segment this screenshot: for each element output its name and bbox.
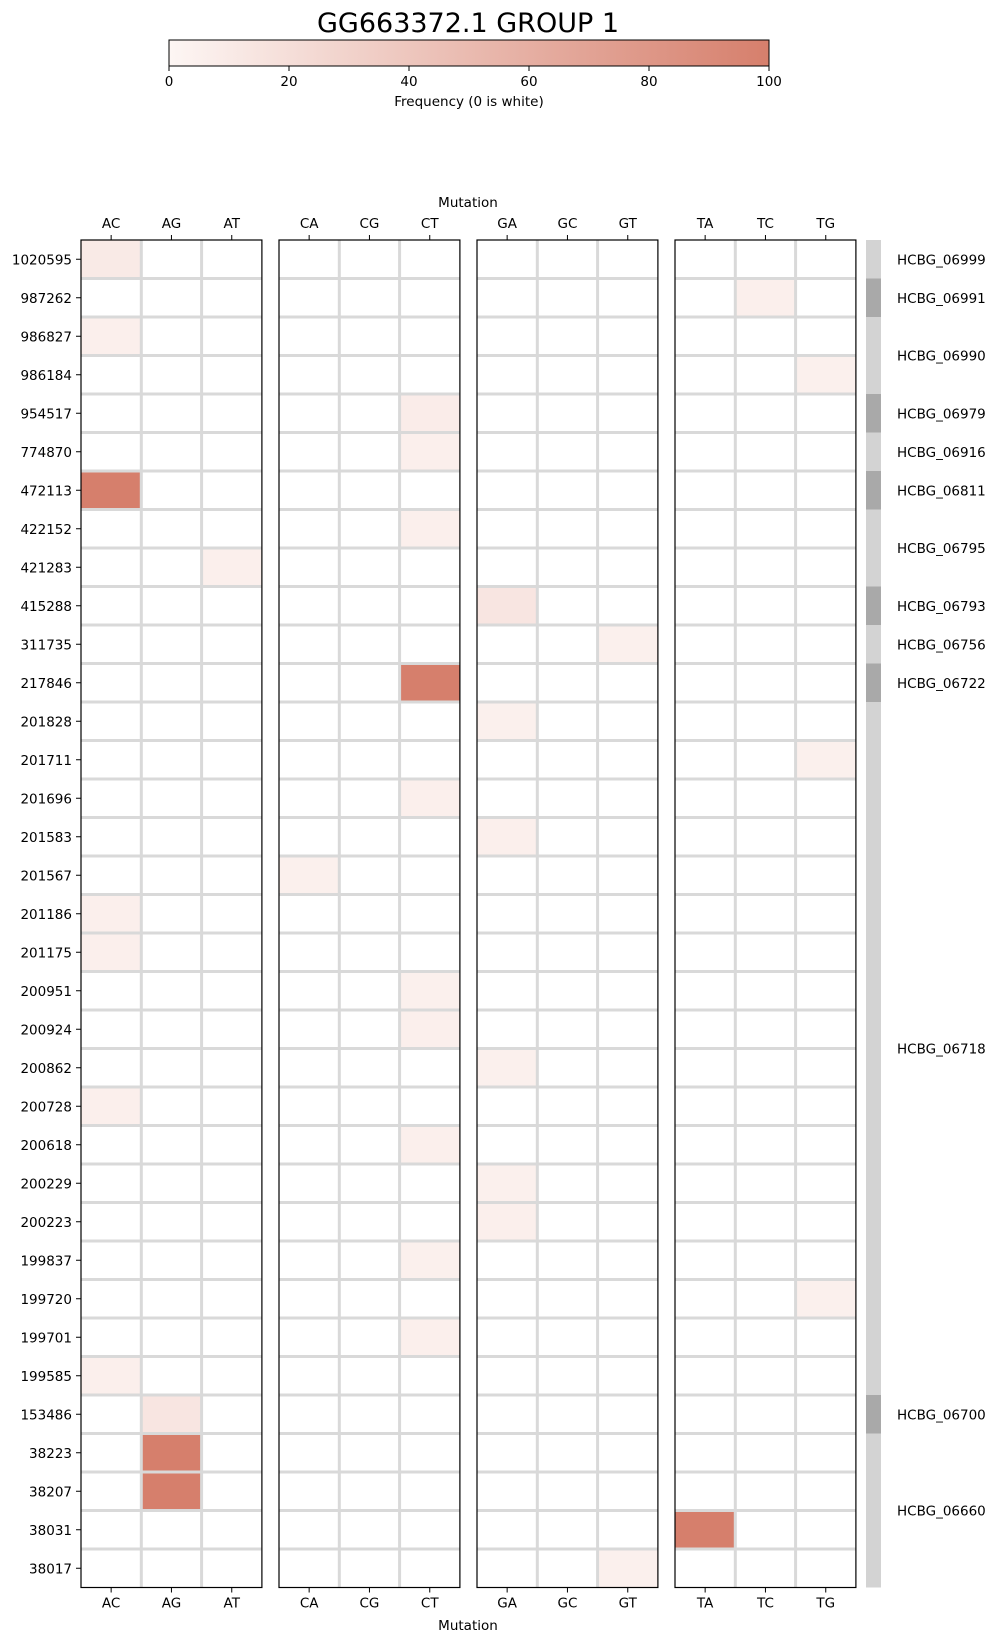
gene-band-segment: [866, 510, 881, 587]
x-tick-label-top: AG: [161, 216, 182, 232]
y-tick-label: 774870: [20, 444, 72, 461]
gene-band-segment: [866, 240, 881, 279]
gene-label: HCBG_06990: [897, 348, 986, 365]
gene-band-segment: [866, 1434, 881, 1588]
heatmap-cell: [81, 1087, 141, 1126]
heatmap-cell: [141, 1472, 201, 1511]
y-tick-label: 422152: [20, 521, 72, 538]
y-tick-label: 199720: [20, 1291, 72, 1308]
x-tick-label-top: GC: [557, 216, 578, 232]
colorbar-tick-label: 0: [164, 74, 174, 90]
panel-a: [81, 216, 262, 1612]
row-labels: [12, 252, 81, 1577]
heatmap-cell: [81, 317, 141, 356]
y-tick-label: 38031: [29, 1522, 72, 1539]
x-tick-label-bottom: AT: [223, 1595, 240, 1612]
gene-label: HCBG_06916: [897, 444, 986, 461]
x-tick-label-top: CA: [299, 216, 319, 232]
y-tick-label: 201186: [20, 906, 72, 923]
y-tick-label: 415288: [20, 598, 72, 615]
panel-background: [675, 240, 856, 1588]
gene-label: HCBG_06979: [897, 406, 986, 423]
y-tick-label: 199701: [20, 1330, 72, 1347]
y-tick-label: 954517: [20, 406, 72, 423]
y-tick-label: 200924: [20, 1022, 72, 1039]
heatmap-cell: [141, 1395, 201, 1434]
heatmap-cell: [735, 279, 795, 318]
y-tick-label: 311735: [20, 637, 72, 654]
heatmap-cell: [400, 510, 460, 549]
x-tick-label-top: TA: [696, 216, 714, 232]
colorbar-label: Frequency (0 is white): [394, 94, 544, 110]
x-tick-label-top: GT: [618, 216, 637, 232]
x-tick-label-bottom: CG: [359, 1595, 380, 1612]
gene-band: [866, 240, 986, 1588]
y-tick-label: 153486: [20, 1407, 72, 1424]
y-tick-label: 217846: [20, 675, 72, 692]
gene-label: HCBG_06718: [897, 1041, 986, 1058]
gene-band-segment: [866, 471, 881, 510]
gene-band-segment: [866, 587, 881, 626]
y-tick-label: 38223: [29, 1445, 72, 1462]
gene-label: HCBG_06991: [897, 290, 986, 307]
heatmap-cell: [598, 1549, 658, 1588]
y-tick-label: 1020595: [11, 252, 72, 269]
colorbar-ticks: [165, 66, 782, 90]
y-tick-label: 200618: [20, 1137, 72, 1154]
heatmap-cell: [400, 779, 460, 818]
gene-label: HCBG_06999: [897, 252, 986, 269]
y-tick-label: 987262: [20, 290, 72, 307]
y-tick-label: 200223: [20, 1214, 72, 1231]
heatmap-cell: [400, 972, 460, 1011]
y-tick-label: 472113: [20, 483, 72, 500]
x-tick-label-bottom: TG: [816, 1595, 836, 1612]
heatmap-cell: [675, 1511, 735, 1550]
heatmap-cell: [477, 1164, 537, 1203]
colorbar: [165, 40, 782, 110]
y-tick-label: 199837: [20, 1253, 72, 1270]
y-tick-label: 421283: [20, 560, 72, 577]
x-tick-label-top: CT: [420, 216, 439, 232]
colorbar-tick-label: 20: [280, 74, 298, 90]
x-tick-label-bottom: GC: [557, 1595, 578, 1612]
colorbar-gradient: [169, 40, 769, 66]
y-tick-label: 201567: [20, 868, 72, 885]
heatmap-cell: [477, 702, 537, 741]
heatmap-cell: [477, 818, 537, 857]
y-tick-label: 201175: [20, 945, 72, 962]
x-tick-label-top: AT: [223, 216, 240, 232]
x-tick-label-bottom: AC: [101, 1595, 121, 1612]
x-tick-label-bottom: TA: [696, 1595, 714, 1612]
x-tick-label-bottom: TC: [757, 1595, 774, 1612]
heatmap-cell: [477, 1049, 537, 1088]
gene-band-segment: [866, 625, 881, 664]
gene-label: HCBG_06660: [897, 1503, 986, 1520]
x-axis-label-top: Mutation: [438, 195, 498, 211]
gene-label: HCBG_06793: [897, 598, 986, 615]
heatmap-cell: [477, 587, 537, 626]
gene-band-segment: [866, 279, 881, 318]
y-tick-label: 199585: [20, 1368, 72, 1385]
heatmap-cell: [796, 356, 856, 395]
heatmap-cell: [400, 664, 460, 703]
chart-title: GG663372.1 GROUP 1: [317, 8, 619, 39]
x-tick-label-bottom: CT: [420, 1595, 439, 1612]
x-tick-label-bottom: CA: [299, 1595, 319, 1612]
colorbar-tick-label: 60: [520, 74, 538, 90]
heatmap-cell: [400, 433, 460, 472]
colorbar-tick-label: 80: [640, 74, 658, 90]
heatmap-cell: [141, 1434, 201, 1473]
heatmap-cell: [279, 856, 339, 895]
y-tick-label: 38017: [29, 1561, 72, 1578]
x-tick-label-bottom: GA: [497, 1595, 518, 1612]
heatmap-cell: [81, 1357, 141, 1396]
heatmap-cell: [81, 895, 141, 934]
x-tick-label-top: GA: [497, 216, 518, 232]
x-axis-label-bottom: Mutation: [438, 1618, 498, 1634]
heatmap-cell: [400, 1241, 460, 1280]
heatmap-cell: [81, 933, 141, 972]
y-tick-label: 38207: [29, 1484, 72, 1501]
y-tick-label: 201583: [20, 829, 72, 846]
y-tick-label: 200728: [20, 1099, 72, 1116]
x-tick-label-top: TG: [816, 216, 836, 232]
gene-band-segment: [866, 317, 881, 394]
panel-background: [477, 240, 658, 1588]
panel-g: [477, 216, 658, 1612]
gene-band-segment: [866, 702, 881, 1395]
y-tick-label: 986827: [20, 329, 72, 346]
heatmap-cell: [477, 1203, 537, 1242]
y-tick-label: 201828: [20, 714, 72, 731]
colorbar-tick-label: 100: [756, 74, 782, 90]
gene-label: HCBG_06700: [897, 1407, 986, 1424]
gene-label: HCBG_06811: [897, 483, 986, 500]
heatmap-cell: [400, 1010, 460, 1049]
gene-band-segment: [866, 664, 881, 703]
y-tick-label: 200862: [20, 1060, 72, 1077]
x-tick-label-top: AC: [101, 216, 121, 232]
x-tick-label-bottom: AG: [161, 1595, 182, 1612]
y-tick-label: 986184: [20, 367, 72, 384]
gene-label: HCBG_06756: [897, 637, 986, 654]
heatmap-cell: [796, 1280, 856, 1319]
heatmap-cell: [81, 240, 141, 279]
y-tick-label: 200951: [20, 983, 72, 1000]
gene-label: HCBG_06795: [897, 541, 986, 557]
heatmap-cell: [400, 394, 460, 433]
heatmap-cell: [400, 1126, 460, 1165]
heatmap-cell: [796, 741, 856, 780]
heatmap-cell: [598, 625, 658, 664]
heatmap-cell: [81, 471, 141, 510]
heatmap-cell: [202, 548, 262, 587]
y-tick-label: 201711: [20, 752, 72, 769]
gene-band-segment: [866, 433, 881, 472]
y-tick-label: 201696: [20, 791, 72, 808]
gene-band-segment: [866, 394, 881, 433]
y-tick-label: 200229: [20, 1176, 72, 1193]
panel-t: [675, 216, 856, 1612]
heatmap-cell: [400, 1318, 460, 1357]
panel-c: [279, 216, 460, 1612]
x-tick-label-top: CG: [359, 216, 380, 232]
x-tick-label-top: TC: [757, 216, 774, 232]
gene-band-segment: [866, 1395, 881, 1434]
colorbar-tick-label: 40: [400, 74, 418, 90]
heatmap-panels: [81, 216, 856, 1612]
gene-label: HCBG_06722: [897, 675, 986, 692]
x-tick-label-bottom: GT: [618, 1595, 637, 1612]
